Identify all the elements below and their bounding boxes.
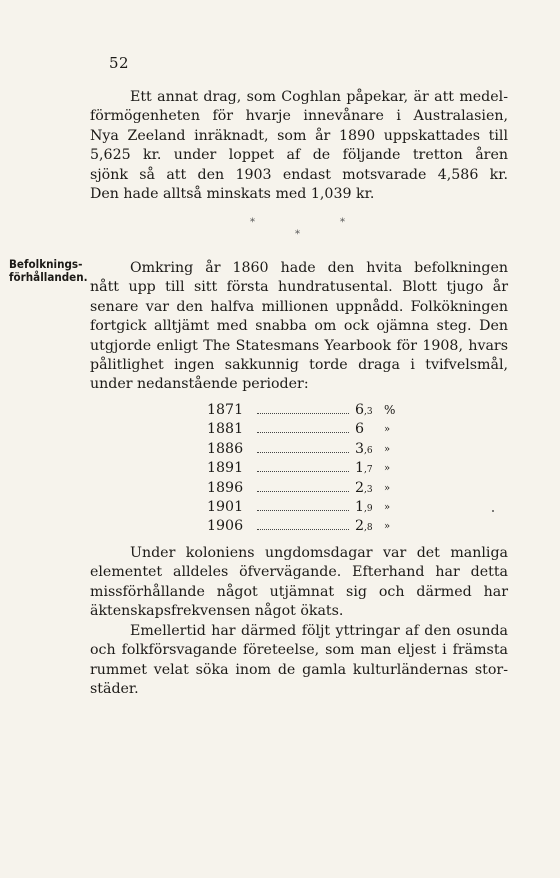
value-cell: 6 [355, 421, 365, 438]
dot-leader [257, 452, 349, 453]
table-row [207, 498, 407, 517]
margin-note-line: Befolknings- [9, 258, 83, 271]
paragraph-wealth [90, 88, 508, 204]
text-line: äktenskapsfrekvensen något ökats. [90, 603, 344, 620]
dot-leader [257, 432, 349, 433]
text-line: Nya Zeeland inräknadt, som år 1890 uppskattades till [90, 127, 508, 144]
text-line: rummet velat söka inom de gamla kulturländernas stor- [90, 661, 508, 678]
text-line: 5,625 kr. under loppet af de följande tretton åren [90, 147, 508, 164]
unit-cell: » [384, 463, 391, 475]
year-cell: 1891 [207, 460, 244, 477]
year-cell: 1896 [207, 479, 244, 496]
asterisk: * [295, 229, 300, 240]
section-break-asterism [0, 217, 560, 247]
value-cell: 2,8 [355, 518, 373, 535]
unit-cell: » [384, 482, 391, 494]
asterisk: * [250, 217, 255, 228]
text-line: nått upp till sitt första hundratusental. Blott tjugo år [90, 279, 508, 296]
paper-speck [492, 510, 494, 512]
text-line: Den hade alltså minskats med 1,039 kr. [90, 186, 375, 203]
margin-note-line: förhållanden. [9, 270, 88, 284]
value-cell: 3,6 [355, 440, 373, 457]
year-cell: 1881 [207, 421, 244, 438]
text-line: pålitlighet ingen sakkunnig torde draga i tvifvelsmål, [90, 357, 508, 374]
value-cell: 1,7 [355, 460, 373, 477]
year-cell: 1901 [207, 498, 244, 515]
text-line: Emellertid har därmed följt yttringar af den osunda [130, 623, 508, 639]
text-line: förmögenheten för hvarje innevånare i Australasien, [90, 108, 508, 125]
year-cell: 1871 [207, 402, 244, 418]
text-line: utgjorde enligt The Statesmans Yearbook för 1908, hvars [90, 337, 508, 354]
unit-cell: » [384, 424, 391, 436]
text-line: och folkförsvagande företeelse, som man eljest i främsta [90, 642, 508, 659]
text-line: senare var den halfva millionen uppnådd. Folkökningen [90, 298, 508, 315]
dot-leader [257, 510, 349, 511]
dot-leader [257, 529, 349, 530]
text-line: missförhållande något utjämnat sig och därmed har [90, 583, 508, 600]
paragraph-population [90, 259, 508, 395]
text-line: Ett annat drag, som Coghlan påpekar, är att medel- [130, 89, 508, 105]
unit-cell: » [384, 443, 391, 455]
paragraph-gender-balance [90, 544, 508, 622]
text-line: fortgick alltjämt med snabba om ock ojämna steg. Den [90, 318, 508, 335]
table-row [207, 517, 407, 536]
text-line: elementet alldeles öfvervägande. Efterhand har detta [90, 564, 508, 581]
population-growth-table [207, 401, 407, 537]
unit-cell: % [384, 403, 396, 417]
dot-leader [257, 413, 349, 414]
unit-cell: » [384, 521, 391, 533]
table-row [207, 479, 407, 498]
value-cell: 2,3 [355, 479, 373, 496]
text-line: sjönk så att den 1903 endast motsvarade 4,586 kr. [90, 166, 508, 183]
text-line: städer. [90, 681, 139, 698]
text-line: Omkring år 1860 hade den hvita befolkningen [130, 260, 508, 276]
table-row [207, 420, 407, 439]
year-cell: 1906 [207, 518, 244, 535]
dot-leader [257, 471, 349, 472]
value-cell: 6,3 [355, 402, 373, 418]
margin-note [9, 259, 88, 284]
table-row [207, 401, 407, 420]
table-row [207, 459, 407, 478]
text-line: Under koloniens ungdomsdagar var det manliga [130, 545, 508, 561]
value-cell: 1,9 [355, 498, 373, 515]
year-cell: 1886 [207, 440, 244, 457]
unit-cell: » [384, 501, 391, 513]
page-number: 52 [109, 54, 130, 72]
dot-leader [257, 491, 349, 492]
paragraph-urbanisation [90, 622, 508, 700]
text-line: under nedanstående perioder: [90, 376, 309, 393]
asterisk: * [340, 217, 345, 228]
table-row [207, 440, 407, 459]
